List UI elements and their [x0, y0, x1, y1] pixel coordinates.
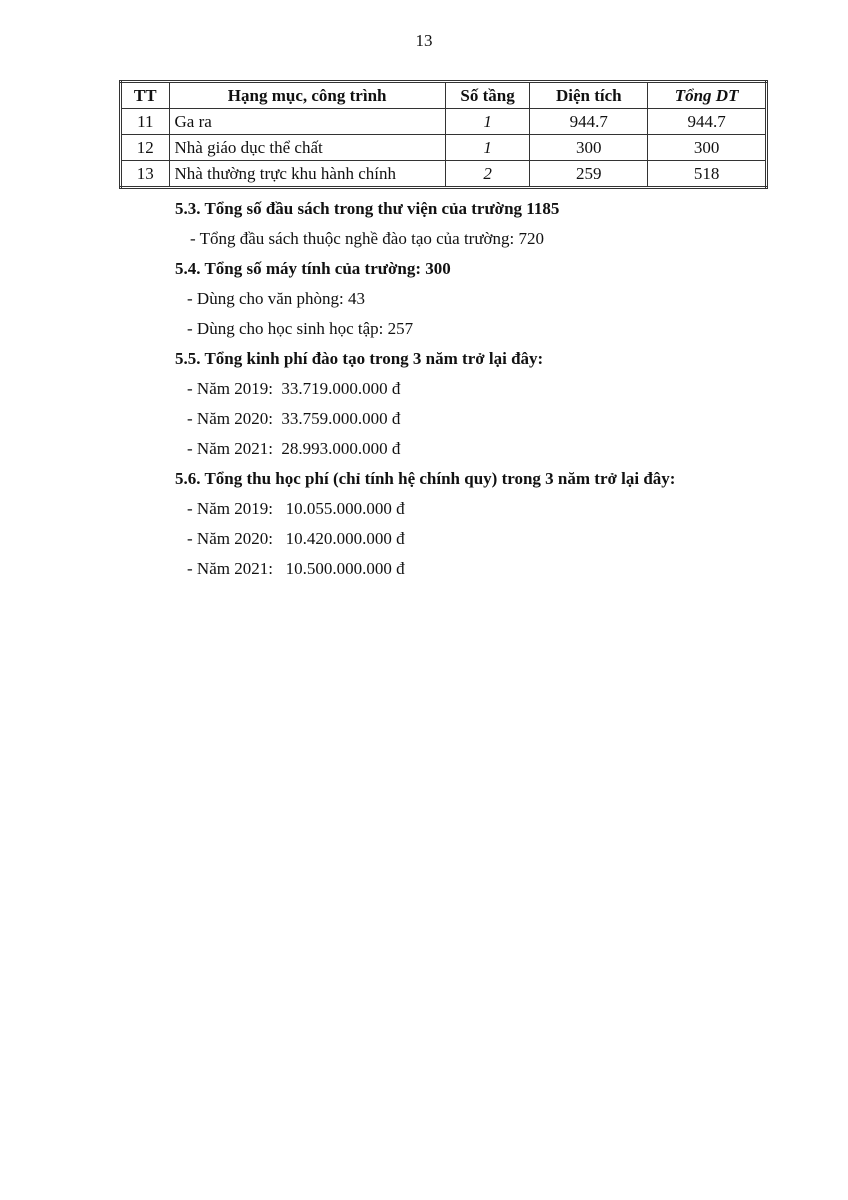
header-total: Tổng DT	[648, 82, 767, 109]
cell-name: Ga ra	[169, 109, 445, 135]
page-number: 13	[415, 31, 433, 50]
section-5-3-heading: 5.3. Tổng số đầu sách trong thư viện của trường 1185	[175, 199, 560, 218]
table-row	[121, 161, 767, 188]
cell-floors: 1	[445, 109, 530, 135]
section-5-6-item: - Năm 2019: 10.055.000.000 đ	[187, 499, 405, 518]
section-5-5-heading: 5.5. Tổng kinh phí đào tạo trong 3 năm trở lại đây:	[175, 349, 544, 368]
cell-tt: 13	[121, 161, 170, 188]
cell-floors: 1	[445, 135, 530, 161]
table-row	[121, 109, 767, 135]
cell-total: 944.7	[648, 109, 767, 135]
header-floors: Số tầng	[445, 82, 530, 109]
section-5-4-heading: 5.4. Tổng số máy tính của trường: 300	[175, 259, 451, 278]
section-5-3-item: - Tổng đầu sách thuộc nghề đào tạo của trường: 720	[190, 229, 545, 248]
table-header-row	[121, 82, 767, 109]
cell-name: Nhà giáo dục thể chất	[169, 135, 445, 161]
section-5-6-item: - Năm 2021: 10.500.000.000 đ	[187, 559, 405, 578]
cell-area: 944.7	[530, 109, 648, 135]
section-5-5-item: - Năm 2019: 33.719.000.000 đ	[187, 379, 401, 398]
section-5-6-heading: 5.6. Tổng thu học phí (chỉ tính hệ chính quy) trong 3 năm trở lại đây:	[175, 469, 676, 488]
cell-tt: 11	[121, 109, 170, 135]
section-5-4-item: - Dùng cho học sinh học tập: 257	[187, 319, 414, 338]
table-row	[121, 135, 767, 161]
section-5-6-item: - Năm 2020: 10.420.000.000 đ	[187, 529, 405, 548]
section-5-4-item: - Dùng cho văn phòng: 43	[187, 289, 366, 308]
section-5-5-item: - Năm 2021: 28.993.000.000 đ	[187, 439, 401, 458]
header-tt: TT	[121, 82, 170, 109]
header-name: Hạng mục, công trình	[169, 82, 445, 109]
header-area: Diện tích	[530, 82, 648, 109]
cell-area: 259	[530, 161, 648, 188]
cell-area: 300	[530, 135, 648, 161]
cell-total: 518	[648, 161, 767, 188]
cell-name: Nhà thường trực khu hành chính	[169, 161, 445, 188]
cell-floors: 2	[445, 161, 530, 188]
cell-total: 300	[648, 135, 767, 161]
facilities-table	[119, 80, 768, 189]
section-5-5-item: - Năm 2020: 33.759.000.000 đ	[187, 409, 401, 428]
cell-tt: 12	[121, 135, 170, 161]
